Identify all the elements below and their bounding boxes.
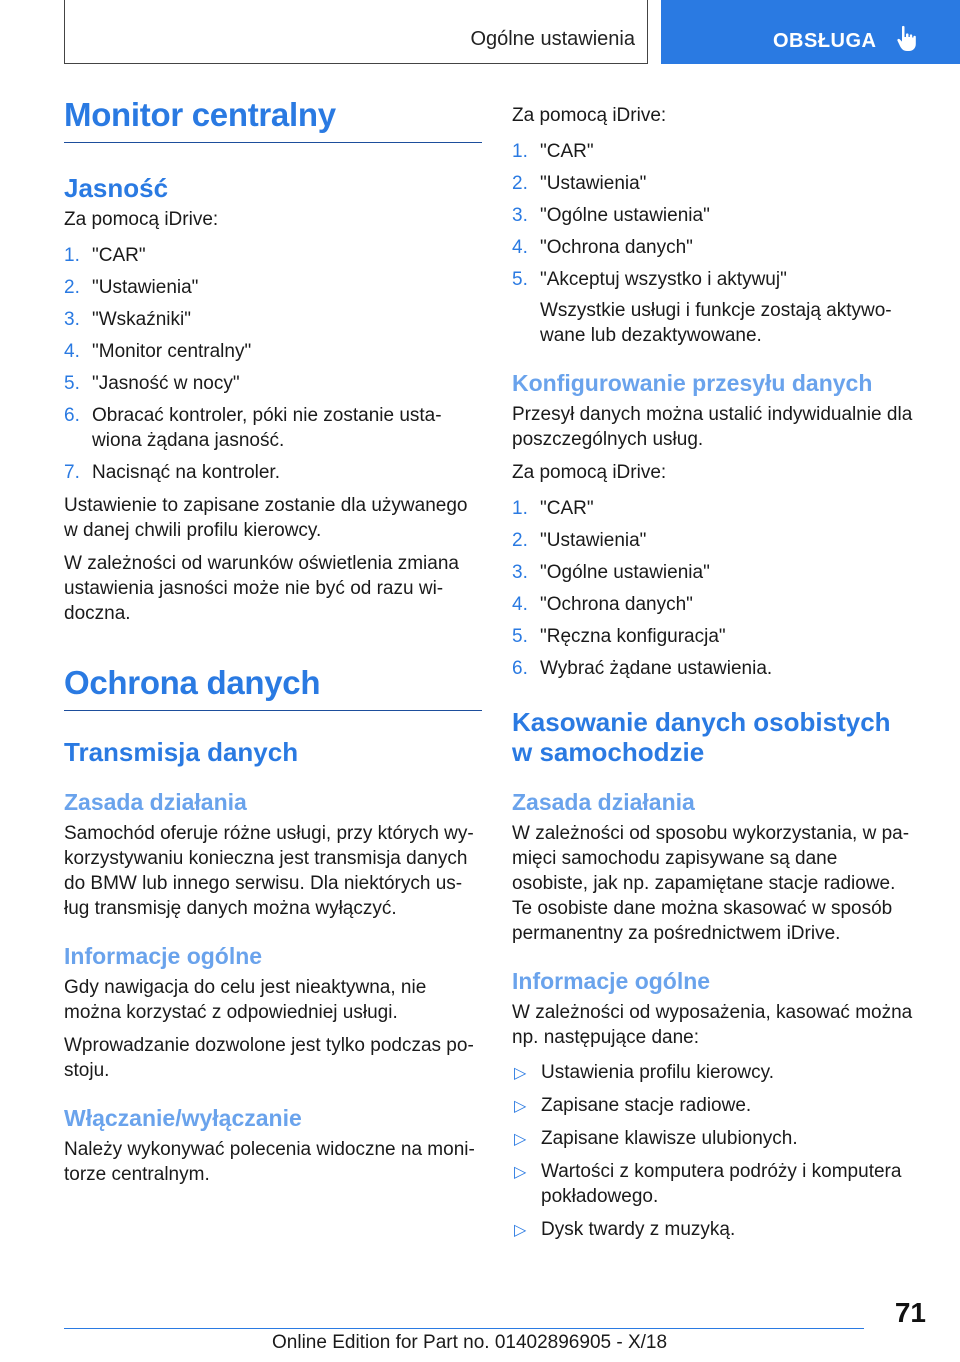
paragraph-wprowadzanie: Wprowadzanie dozwolone jest tylko podczas po- stoju.	[64, 1035, 474, 1081]
akceptuj-step-list	[512, 139, 917, 292]
heading-informacje: Informacje ogólne	[64, 943, 263, 969]
header-title-box	[64, 0, 648, 64]
paragraph-kasowanie: W zależności od sposobu wykorzystania, w pa- mięci samochodu zapisywane są dane osobiste, jak np. zapamiętane stacje radiowe. Te osobiste dane można skasować w sposób permanentny za pośrednictwem iDrive.	[512, 823, 910, 944]
heading-wlaczanie: Włączanie/wyłączanie	[64, 1105, 302, 1131]
triangle-bullet-icon: ▷	[514, 1131, 527, 1148]
heading-zasada: Zasada działania	[64, 789, 247, 815]
list-item: 2. "Ustawienia"	[512, 173, 647, 194]
paragraph-konfig: Przesył danych można ustalić indywidualnie dla poszczególnych usług.	[512, 404, 913, 450]
list-item: ▷ Zapisane stacje radiowe.	[512, 1093, 917, 1118]
list-item: 1. "CAR"	[512, 498, 594, 519]
footer-divider	[64, 1328, 864, 1329]
idrive-intro: Za pomocą iDrive:	[512, 462, 667, 483]
jasnosc-step-list	[64, 243, 482, 485]
triangle-bullet-icon: ▷	[514, 1065, 527, 1082]
list-item: 4. "Ochrona danych"	[512, 237, 693, 258]
right-column	[512, 103, 917, 1242]
edition-footer: Online Edition for Part no. 01402896905 - X/18	[272, 1332, 668, 1353]
paragraph-saved-profile: Ustawienie to zapisane zostanie dla używanego w danej chwili profilu kierowcy.	[64, 495, 468, 541]
list-item: 5. "Jasność w nocy"	[64, 373, 240, 394]
konfig-step-list	[512, 496, 917, 681]
step-note: Wszystkie usługi i funkcje zostają aktywo- wane lub dezaktywowane.	[540, 300, 892, 346]
list-item: 2. "Ustawienia"	[64, 277, 199, 298]
heading-konfigurowanie: Konfigurowanie przesyłu danych	[512, 370, 873, 396]
idrive-intro: Za pomocą iDrive:	[512, 105, 667, 126]
heading-informacje: Informacje ogólne	[512, 968, 711, 994]
list-item: 1. "CAR"	[64, 245, 146, 266]
list-item: 1. "CAR"	[512, 141, 594, 162]
triangle-bullet-icon: ▷	[514, 1164, 527, 1181]
list-item: ▷ Zapisane klawisze ulubionych.	[512, 1126, 917, 1151]
list-item: 3. "Ogólne ustawienia"	[512, 205, 710, 226]
page-number: 71	[894, 1297, 926, 1328]
triangle-bullet-icon: ▷	[514, 1098, 527, 1115]
deletable-data-list	[512, 1060, 917, 1242]
paragraph-transmisja: Samochód oferuje różne usługi, przy których wy- korzystywaniu konieczna jest transmisja danych do BMW lub innego serwisu. Dla niektórych us- ług transmisję danych można wyłączyć.	[64, 823, 474, 919]
list-item: 6. Wybrać żądane ustawienia.	[512, 658, 773, 679]
heading-jasnosc: Jasność	[64, 173, 169, 203]
list-item: 3. "Wskaźniki"	[64, 309, 191, 330]
left-column	[64, 96, 482, 1187]
pointing-hand-icon	[893, 23, 923, 53]
list-item: 7. Nacisnąć na kontroler.	[64, 462, 280, 483]
list-item: 4. "Ochrona danych"	[512, 594, 693, 615]
list-item: 5. "Ręczna konfiguracja"	[512, 626, 726, 647]
heading-kasowanie: Kasowanie danych osobistych w samochodzie	[512, 707, 891, 767]
list-item: ▷ Wartości z komputera podróży i komputera pokładowego.	[514, 1161, 902, 1207]
chapter-tab-label: OBSŁUGA	[773, 30, 877, 52]
paragraph-lighting: W zależności od warunków oświetlenia zmiana ustawienia jasności może nie być od razu wi- doczna.	[64, 553, 459, 624]
idrive-intro: Za pomocą iDrive:	[64, 209, 219, 230]
list-item: 2. "Ustawienia"	[512, 530, 647, 551]
heading-ochrona-danych: Ochrona danych	[64, 664, 482, 711]
paragraph-polecenia: Należy wykonywać polecenia widoczne na moni- torze centralnym.	[64, 1139, 475, 1185]
paragraph-nawigacja: Gdy nawigacja do celu jest nieaktywna, nie można korzystać z odpowiedniej usługi.	[64, 977, 427, 1023]
list-item: 5. "Akceptuj wszystko i aktywuj"	[512, 269, 787, 290]
heading-transmisja: Transmisja danych	[64, 737, 299, 767]
paragraph-wyposazenie: W zależności od wyposażenia, kasować można np. następujące dane:	[512, 1002, 913, 1048]
list-item: ▷ Dysk twardy z muzyką.	[512, 1217, 917, 1242]
list-item: 4. "Monitor centralny"	[64, 341, 252, 362]
heading-zasada: Zasada działania	[512, 789, 695, 815]
chapter-tab[interactable]	[661, 0, 960, 64]
list-item: ▷ Ustawienia profilu kierowcy.	[512, 1060, 917, 1085]
list-item: 3. "Ogólne ustawienia"	[512, 562, 710, 583]
list-item: 6. Obracać kontroler, póki nie zostanie usta- wiona żądana jasność.	[64, 405, 442, 451]
triangle-bullet-icon: ▷	[514, 1222, 527, 1239]
heading-monitor-centralny: Monitor centralny	[64, 96, 482, 143]
section-title: Ogólne ustawienia	[470, 28, 635, 50]
